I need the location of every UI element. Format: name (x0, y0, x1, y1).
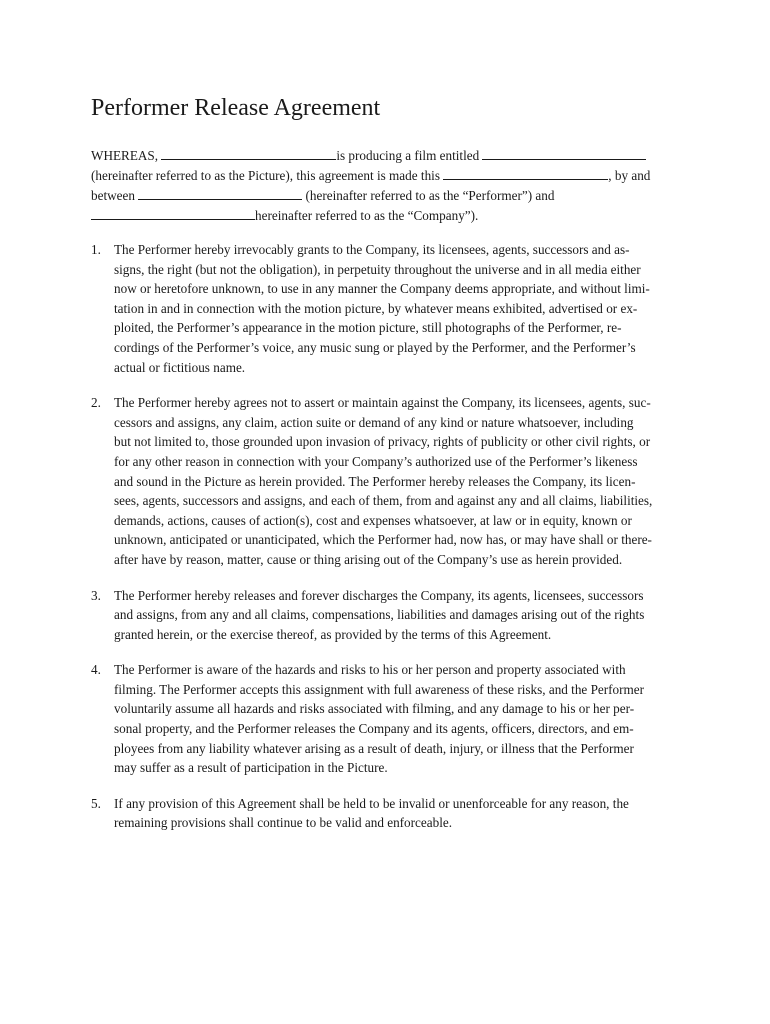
agreement-date-field[interactable] (443, 168, 608, 180)
clause-line: ployees from any liability whatever arising as a result of death, injury, or illness that the Performer (114, 740, 634, 756)
clause-line: unknown, anticipated or unanticipated, which the Performer had, now has, or may have shall or there- (114, 532, 652, 548)
preamble-line (91, 186, 681, 206)
preamble-text: is producing a film entitled (336, 148, 483, 163)
clause-number: 1. (91, 242, 101, 257)
preamble-line (91, 206, 681, 226)
clause-2 (91, 393, 686, 569)
clause-line: signs, the right (but not the obligation), in perpetuity throughout the universe and in all media either (114, 261, 641, 277)
clause-line: The Performer hereby irrevocably grants to the Company, its licensees, agents, successors and as- (114, 242, 630, 257)
preamble-text: (hereinafter referred to as the Picture), this agreement is made this (91, 168, 444, 184)
clause-line: now or heretofore unknown, to use in any manner the Company deems appropriate, and without limi- (114, 281, 650, 297)
clause-line: for any other reason in connection with your Company’s authorized use of the Performer’s likeness (114, 453, 638, 469)
clause-line: cessors and assigns, any claim, action suite or demand of any kind or nature whatsoever, including (114, 414, 634, 430)
clause-number: 3. (91, 587, 101, 603)
clause-line: remaining provisions shall continue to be valid and enforceable. (114, 815, 453, 831)
preamble-text: (hereinafter referred to as the “Performer”) and (302, 188, 555, 204)
clause-5 (91, 794, 686, 833)
performer-name-field[interactable] (138, 188, 302, 200)
clause-line: cordings of the Performer’s voice, any music sung or played by the Performer, and the Performer’s (114, 339, 636, 355)
clause-list (91, 240, 686, 833)
clause-1 (91, 240, 686, 377)
film-title-field[interactable] (482, 148, 646, 160)
preamble-line (91, 146, 681, 166)
clause-line: ploited, the Performer’s appearance in the motion picture, still photographs of the Performer, re- (114, 320, 622, 336)
clause-line: If any provision of this Agreement shall be held to be invalid or unenforceable for any reason, the (114, 795, 629, 811)
clause-line: The Performer is aware of the hazards and risks to his or her person and property associated with (114, 662, 626, 678)
preamble (91, 146, 681, 226)
clause-line: filming. The Performer accepts this assignment with full awareness of these risks, and the Performer (114, 681, 645, 697)
clause-4 (91, 660, 686, 778)
clause-line: sees, agents, successors and assigns, and each of them, from and against any and all claims, liabilities, (114, 493, 653, 509)
clause-line: The Performer hereby agrees not to assert or maintain against the Company, its licensees, agents, suc- (114, 395, 651, 411)
clause-line: voluntarily assume all hazards and risks associated with filming, and any damage to his or her per- (114, 701, 635, 717)
clause-number: 2. (91, 395, 101, 411)
clause-line: and sound in the Picture as herein provided. The Performer hereby releases the Company, its licen- (114, 473, 636, 489)
preamble-text: between (91, 188, 139, 204)
clause-line: and assigns, from any and all claims, compensations, liabilities and damages arising out of the rights (114, 607, 645, 623)
document-title: Performer Release Agreement (91, 95, 381, 121)
preamble-text: , by and (608, 168, 651, 184)
clause-number: 4. (91, 662, 101, 678)
clause-line: after have by reason, matter, cause or thing arising out of the Company’s use as herein provided. (114, 551, 623, 567)
clause-line: The Performer hereby releases and forever discharges the Company, its agents, licensees, successors (114, 587, 644, 603)
preamble-text: WHEREAS, (91, 148, 162, 163)
clause-line: but not limited to, those grounded upon invasion of privacy, rights of publicity or other civil rights, or (114, 434, 651, 450)
clause-3 (91, 586, 686, 645)
clause-line: actual or fictitious name. (114, 359, 246, 375)
clause-line: demands, actions, causes of action(s), cost and expenses whatsoever, at law or in equity, known or (114, 512, 632, 528)
clause-line: sonal property, and the Performer releases the Company and its agents, officers, directors, and em- (114, 721, 634, 737)
clause-line: tation in and in connection with the motion picture, by whatever means exhibited, advertised or ex- (114, 300, 638, 316)
company-name-field[interactable] (91, 208, 255, 220)
preamble-line (91, 166, 681, 186)
clause-number: 5. (91, 795, 101, 811)
producer-name-field[interactable] (161, 148, 336, 160)
preamble-text: hereinafter referred to as the “Company”). (255, 208, 479, 224)
clause-line: granted herein, or the exercise thereof, as provided by the terms of this Agreement. (114, 626, 552, 642)
clause-line: may suffer as a result of participation in the Picture. (114, 760, 388, 776)
